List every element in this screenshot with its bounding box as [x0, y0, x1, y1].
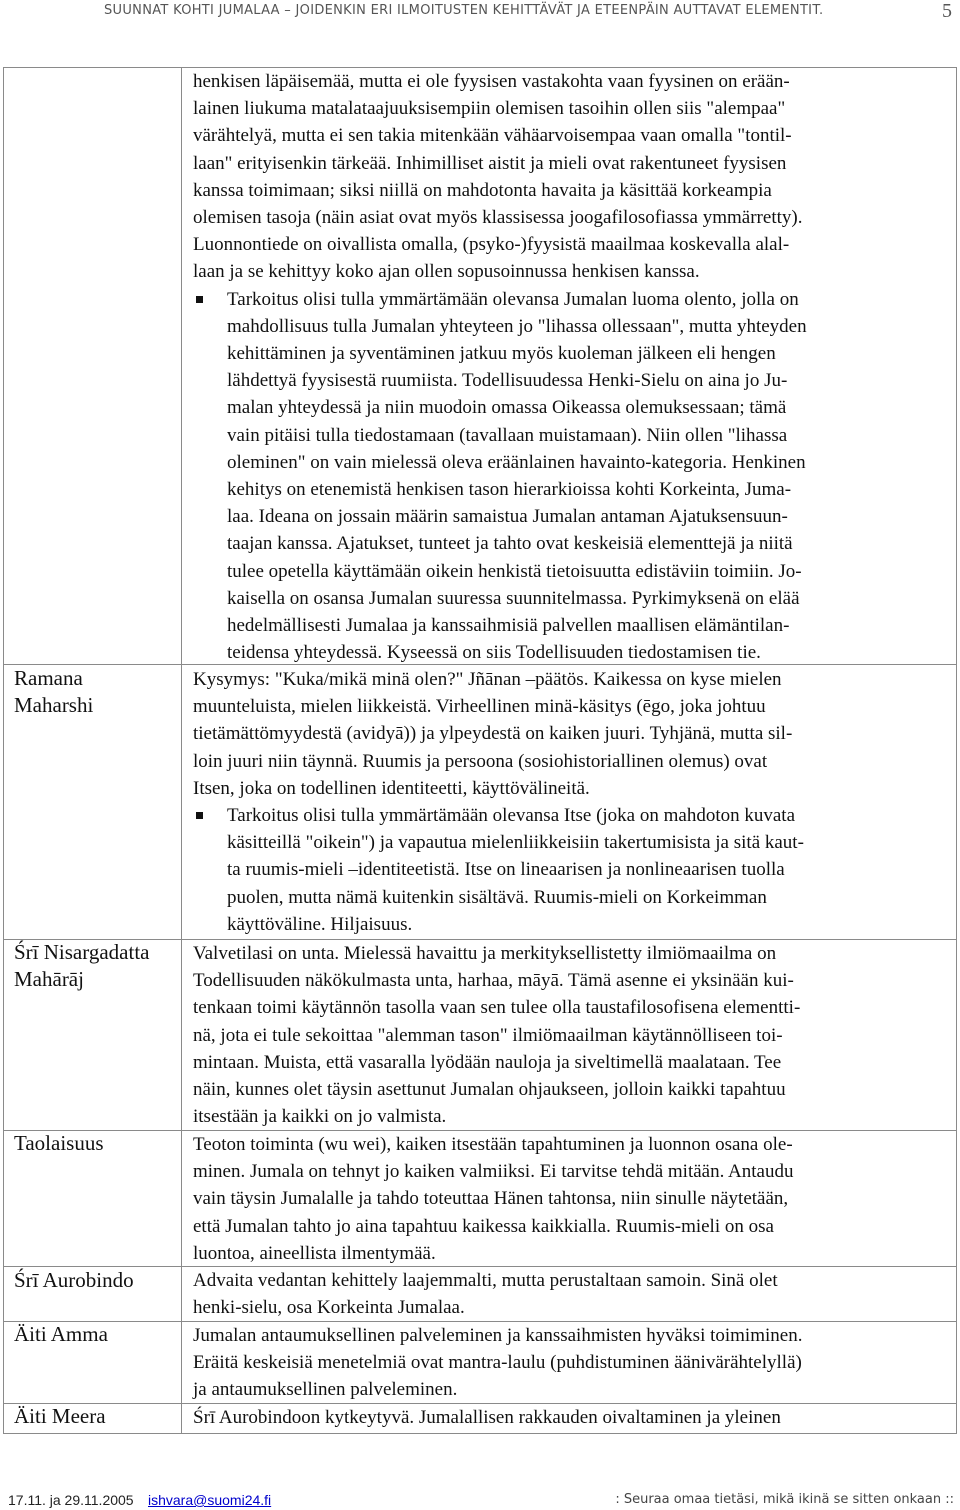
text-line: loin juuri niin täynnä. Ruumis ja persoona (sosiohistoriallinen olemus) ovat [193, 750, 768, 772]
label-line: Äiti Meera [14, 1404, 106, 1428]
text-line: mintaan. Muista, että vasaralla lyödään nauloja ja siveltimellä maalataan. Tee [193, 1051, 782, 1073]
footer-email-link[interactable]: ishvara@suomi24.fi [148, 1492, 272, 1508]
paragraph [193, 666, 946, 802]
comparison-table [3, 67, 957, 1434]
row-label-taolaisuus [14, 1130, 104, 1157]
square-bullet-icon [196, 812, 203, 819]
text-line: laa. Ideana on jossain määrin samaistua Jumalan antaman Ajatuksensuun- [227, 506, 788, 528]
text-line: ta ruumis-mieli –identiteetistä. Itse on lineaarisen ja nonlineaarisen tuolla [227, 859, 785, 881]
text-line: lähdettyä fyysisestä ruumiista. Todellisuudessa Henki-Sielu on aina jo Ju- [227, 370, 788, 392]
running-title: SUUNNAT KOHTI JUMALAA – JOIDENKIN ERI ILMOITUSTEN KEHITTÄVÄT JA ETEENPÄIN AUTTAVAT ELEMENTIT. [104, 3, 824, 18]
row-text-aiti-meera [193, 1404, 946, 1431]
label-line: Maharshi [14, 693, 94, 717]
text-line: nä, jota ei tule sekoittaa "alemman tason" ilmiömaailman käytännölliseen toi- [193, 1024, 783, 1046]
footer-date: 17.11. ja 29.11.2005 [8, 1492, 134, 1508]
square-bullet-icon [196, 296, 203, 303]
label-line: Śrī Aurobindo [14, 1268, 134, 1292]
text-line: näin, kunnes olet täysin asettunut Jumalan ohjaukseen, jolloin kaikki tapahtuu [193, 1079, 786, 1101]
text-line: tietämättömyydestä (avidyā)) ja ylpeydestä on kaiken juuri. Tyhjänä, mutta sil- [193, 723, 793, 745]
text-line: muunteluista, mielen liikkeistä. Virheellinen minä-käsitys (ēgo, joka johtuu [193, 696, 766, 718]
label-line: Ramana [14, 666, 83, 690]
text-line: Advaita vedantan kehittely laajemmalti, mutta perustaltaan samoin. Sinä olet [193, 1270, 778, 1291]
text-line: Itsen, joka on todellinen identiteetti, käyttövälineitä. [193, 777, 590, 799]
row-text-aiti-amma [193, 1322, 946, 1404]
text-line: Eräitä keskeisiä menetelmiä ovat mantra-laulu (puhdistuminen äänivärähtelyllä) [193, 1352, 802, 1374]
text-line: Tarkoitus olisi tulla ymmärtämään olevansa Itse (joka on mahdoton kuvata [227, 805, 795, 827]
row-text-taolaisuus [193, 1131, 946, 1267]
label-line: Taolaisuus [14, 1131, 104, 1155]
text-line: Jumalan antaumuksellinen palveleminen ja kanssaihmisten hyväksi toimiminen. [193, 1325, 803, 1346]
text-line: kanssa toimimaan; siksi niillä on mahdotonta havaita ja käsittää korkeampia [193, 179, 772, 201]
text-line: kaisella on osansa Jumalan suuressa suunnitelmassa. Pyrkimyksenä on elää [227, 587, 800, 609]
text-line: Todellisuuden näkökulmasta unta, harhaa, māyā. Tämä asenne ei yksinään kui- [193, 970, 794, 992]
text-line: malan yhteydessä ja niin muodoin omassa Oikeassa olemuksessaan; tämä [227, 397, 787, 419]
text-line: vain täysin Jumalalle ja tahdo toteuttaa Hänen tahtonsa, niin sinulle näytetään, [193, 1188, 789, 1210]
text-line: Teoton toiminta (wu wei), kaiken itsestään tapahtuminen ja luonnon osana ole- [193, 1134, 793, 1155]
text-line: mahdollisuus tulla Jumalan yhteyteen jo "lihassa ollessaan", mutta yhteyden [227, 315, 807, 337]
text-line: itsestään ja kaikki on jo valmista. [193, 1106, 447, 1128]
text-line: Śrī Aurobindoon kytkeytyvä. Jumalallisen rakkauden oivaltaminen ja yleinen [193, 1407, 781, 1428]
text-line: kehitys on etenemistä henkisen tason hierarkioissa kohti Korkeinta, Juma- [227, 479, 792, 501]
label-line: Śrī Nisargadatta [14, 940, 150, 964]
text-line: oleminen" on vain mielessä oleva eräänlainen havainto-kategoria. Henkinen [227, 451, 806, 473]
text-line: värähtelyä, mutta ei sen takia mitenkään vähäarvoisempaa vaan omalla "tontil- [193, 125, 792, 147]
text-line: Tarkoitus olisi tulla ymmärtämään olevansa Jumalan luoma olento, jolla on [227, 288, 799, 310]
text-line: kehittäminen ja syventäminen jatkuu myös kuoleman jälkeen eli hengen [227, 343, 776, 365]
text-line: tenkaan toimi käytännön tasolla vaan sen tulee olla taustafilosofisena elementti- [193, 997, 801, 1019]
page-number: 5 [942, 0, 952, 22]
bullet-paragraph [193, 286, 946, 667]
row-text-nisargadatta [193, 940, 946, 1130]
row-label-aiti-amma [14, 1321, 108, 1348]
row-text-continuation [193, 68, 946, 666]
label-line: Mahārāj [14, 967, 84, 991]
text-line: luontoa, aineellista ilmentymää. [193, 1242, 436, 1264]
label-line: Äiti Amma [14, 1322, 108, 1346]
text-line: lainen liukuma matalataajuuksisempiin olemisen tasoihin ollen siis "alempaa" [193, 98, 786, 120]
text-line: minen. Jumala on tehnyt jo kaiken valmiiksi. Ei tarvitse tehdä mitään. Antaudu [193, 1161, 794, 1183]
column-divider [181, 68, 182, 1433]
text-line: ja antaumuksellinen palveleminen. [193, 1379, 458, 1401]
row-label-aiti-meera [14, 1403, 106, 1430]
row-text-aurobindo [193, 1267, 946, 1321]
row-label-ramana-maharshi [14, 665, 93, 719]
footer-motto: : Seuraa omaa tietäsi, mikä ikinä se sitten onkaan :: [615, 1492, 954, 1507]
text-line: tulee opetella käyttämään oikein henkistä tietoisuutta edistäviin toimiin. Jo- [227, 560, 802, 582]
text-line: että Jumalan tahto jo aina tapahtuu kaikessa kaikkialla. Ruumis-mieli on osa [193, 1215, 774, 1237]
text-line: Kysymys: "Kuka/mikä minä olen?" Jñānan –päätös. Kaikessa on kyse mielen [193, 669, 782, 690]
text-line: käsitteillä "oikein") ja vapautua mielenliikkeisiin takertumisista ja sitä kaut- [227, 832, 804, 854]
bullet-paragraph [193, 802, 946, 938]
row-label-aurobindo [14, 1267, 134, 1294]
row-text-ramana-maharshi [193, 666, 946, 938]
text-line: vain pitäisi tulla tiedostamaan (tavallaan muistamaan). Niin ollen "lihassa [227, 424, 788, 446]
text-line: laan" erityisenkin tärkeää. Inhimilliset aistit ja mieli ovat rakentuneet fyysisen [193, 152, 787, 174]
text-line: teidensa yhteydessä. Kyseessä on siis Todellisuuden tiedostamisen tie. [227, 642, 761, 664]
text-line: käyttöväline. Hiljaisuus. [227, 913, 413, 935]
text-line: henkisen läpäisemää, mutta ei ole fyysisen vastakohta vaan fyysinen on erään- [193, 71, 790, 92]
text-line: olemisen tasoja (näin asiat ovat myös klassisessa joogafilosofiassa ymmärretty). [193, 207, 803, 229]
page-header [0, 0, 960, 40]
text-line: Valvetilasi on unta. Mielessä havaittu ja merkityksellistetty ilmiömaailma on [193, 943, 777, 964]
page-footer [0, 1488, 960, 1510]
text-line: laan ja se kehittyy koko ajan ollen sopusoinnussa henkisen kanssa. [193, 261, 700, 283]
paragraph [193, 68, 946, 286]
text-line: Luonnontiede on oivallista omalla, (psyko-)fyysistä maailmaa koskevalla alal- [193, 234, 790, 256]
text-line: henki-sielu, osa Korkeinta Jumalaa. [193, 1297, 465, 1319]
text-line: puolen, mutta nämä kuitenkin sisältävä. Ruumis-mieli on Korkeimman [227, 886, 767, 908]
row-label-nisargadatta [14, 939, 150, 993]
text-line: taajan kanssa. Ajatukset, tunteet ja tahto ovat keskeisiä elementtejä ja niitä [227, 533, 793, 555]
text-line: hedelmällisesti Jumalaa ja kanssaihmisiä palvellen maallisen elämäntilan- [227, 615, 790, 637]
